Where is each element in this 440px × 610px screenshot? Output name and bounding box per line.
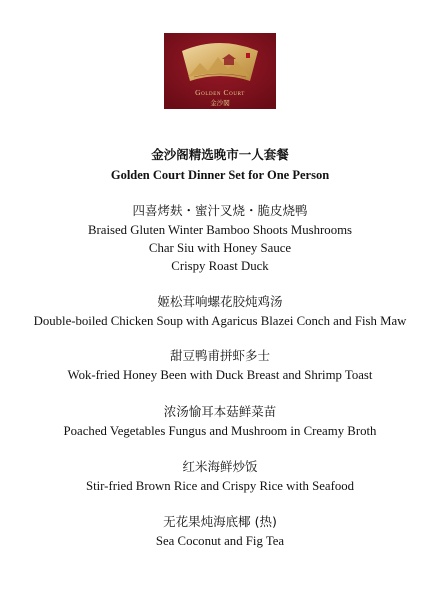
course-line-en: Char Siu with Honey Sauce: [148, 241, 292, 255]
menu-title: [0, 146, 440, 184]
course-name-cn: 浓汤愉耳本菇鲜菜苗: [163, 404, 277, 419]
course-line-en: Double-boiled Chicken Soup with Agaricus Blazei Conch and Fish Maw: [33, 314, 407, 328]
course-item: [0, 202, 440, 275]
menu-title-cn: 金沙阁精选晚市一人套餐: [151, 147, 289, 162]
logo-name-cn: 金沙閣: [210, 99, 230, 107]
course-item: [0, 403, 440, 440]
course-line-en: Sea Coconut and Fig Tea: [155, 534, 285, 548]
course-name-cn: 红米海鲜炒饭: [182, 459, 258, 474]
course-line-en: Poached Vegetables Fungus and Mushroom in Creamy Broth: [63, 424, 377, 438]
course-item: [0, 293, 440, 330]
course-line-en: Stir-fried Brown Rice and Crispy Rice with Seafood: [85, 479, 355, 493]
course-name-cn: 姬松茸响螺花胶炖鸡汤: [157, 294, 283, 309]
course-name-cn: 四喜烤麸・蜜汁叉烧・脆皮烧鸭: [132, 203, 308, 218]
course-line-en: Crispy Roast Duck: [171, 259, 269, 273]
menu-title-en: Golden Court Dinner Set for One Person: [110, 168, 330, 182]
course-name-cn: 甜豆鸭甫拼虾多士: [169, 348, 270, 363]
golden-court-logo: [164, 33, 276, 109]
course-name-cn: 无花果炖海底椰 (热): [163, 514, 277, 529]
logo-name-en: Golden Court: [195, 88, 245, 97]
course-item: [0, 347, 440, 384]
course-item: [0, 513, 440, 550]
course-line-en: Braised Gluten Winter Bamboo Shoots Mushrooms: [87, 223, 353, 237]
course-item: [0, 458, 440, 495]
course-line-en: Wok-fried Honey Been with Duck Breast and Shrimp Toast: [67, 368, 373, 382]
